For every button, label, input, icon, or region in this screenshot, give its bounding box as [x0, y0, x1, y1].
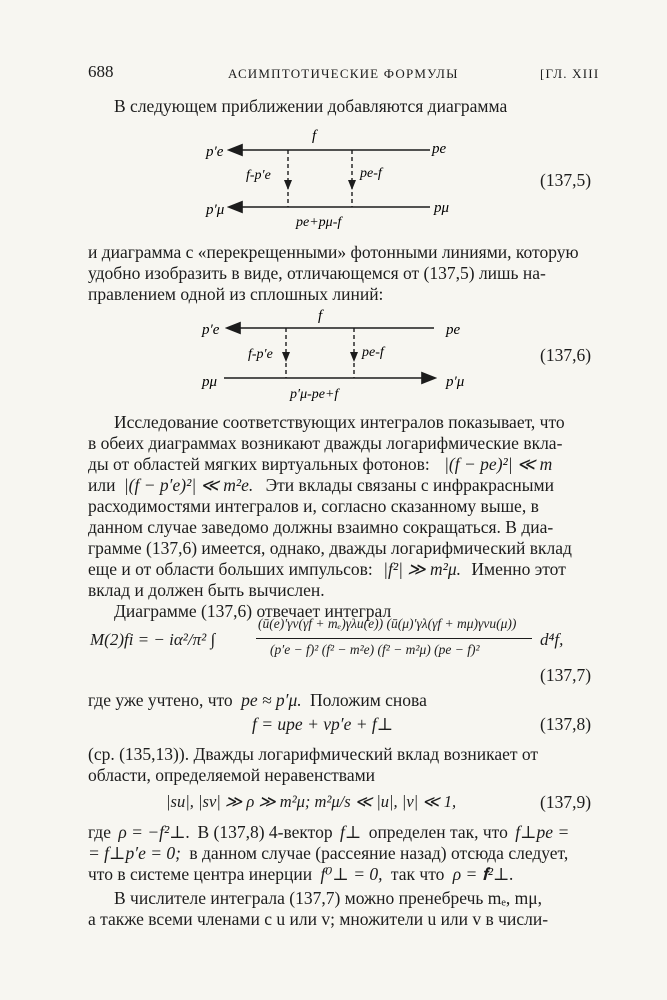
- text-fragment: Положим снова: [310, 690, 427, 710]
- paragraph-4: Диаграмме (137,6) отвечает интеграл: [114, 601, 392, 621]
- text-fragment: в данном случае (рассеяние назад) отсюда следует,: [189, 843, 569, 863]
- feynman-diagram-137-6: [198, 306, 488, 406]
- label-left-photon: f-p′e: [246, 168, 271, 183]
- label-p-e: pe: [446, 322, 461, 338]
- arrow-left-photon: [284, 180, 292, 190]
- paragraph-7-line-3: [88, 864, 514, 885]
- label-f: f: [318, 308, 323, 324]
- paragraph-8-line-2: а также всеми членами с u или v; множители u или v в числи-: [88, 909, 549, 929]
- equation-137-9: |su|, |sv| ≫ ρ ≫ m²μ; m²μ/s ≪ |u|, |v| ≪ 1,: [166, 792, 457, 811]
- paragraph-3-line-1: Исследование соответствующих интегралов показывает, что: [114, 412, 565, 432]
- equation-number-137-9: (137,9): [540, 792, 592, 812]
- paragraph-2-line-2: удобно изобразить в виде, отличающемся от (137,5) лишь на-: [88, 263, 546, 283]
- equation-137-7-denominator: (p′e − f)² (f² − m²e) (f² − m²μ) (pe − f)²: [270, 642, 480, 657]
- arrow-right-photon: [350, 352, 358, 362]
- paragraph-2-line-3: правлением одной из сплошных линий:: [88, 284, 384, 304]
- text-fragment: что в системе центра инерции: [88, 864, 313, 884]
- text-fragment: или: [88, 475, 116, 495]
- text-fragment: где: [88, 822, 111, 842]
- label-left-photon: f-p′e: [248, 347, 273, 362]
- paragraph-8-line-1: В числителе интеграла (137,7) можно пренебречь mₑ, mμ,: [114, 888, 542, 908]
- fraction-bar: [256, 638, 532, 639]
- running-title: АСИМПТОТИЧЕСКИЕ ФОРМУЛЫ: [228, 66, 459, 81]
- paragraph-3-line-4: [88, 475, 554, 496]
- inline-formula-momentum-approx: pe ≈ p′μ.: [241, 690, 302, 710]
- label-p-mu-prime: p′μ: [446, 374, 465, 390]
- label-bottom-mid: p′μ-pe+f: [290, 387, 339, 402]
- text-fragment: еще и от области больших импульсов:: [88, 559, 373, 579]
- text-fragment: В (137,8) 4-вектор: [197, 822, 333, 842]
- label-p-mu: pμ: [202, 374, 218, 390]
- paragraph-5: [88, 690, 427, 711]
- inline-formula-large-momentum: |f²| ≫ m²μ.: [383, 559, 462, 579]
- paragraph-6-line-2: области, определяемой неравенствами: [88, 765, 376, 785]
- text-fragment: где уже учтено, что: [88, 690, 233, 710]
- chapter-label: [ГЛ. XIII: [540, 66, 600, 81]
- inline-formula-orthogonality-2: = f⊥p′e = 0;: [88, 843, 181, 863]
- inline-formula-rho: ρ = −f²⊥.: [118, 822, 191, 842]
- paragraph-7-line-1: [88, 822, 569, 843]
- equation-137-7-numerator: (ū(e)′γν(γf + mₑ)γλu(e)) (ū(μ)′γλ(γf + mμ)γνu(μ)): [258, 616, 517, 631]
- paragraph-3-line-5: расходимостями интегралов и, согласно сказанному выше, в: [88, 496, 539, 516]
- paragraph-3-line-7: грамме (137,6) имеется, однако, дважды логарифмический вклад: [88, 538, 572, 558]
- equation-number-137-5: (137,5): [540, 170, 592, 190]
- label-p-e-prime: p′e: [206, 144, 224, 160]
- label-right-photon: pe-f: [360, 166, 382, 181]
- text-fragment: Именно этот: [471, 559, 566, 579]
- inline-formula-orthogonality: f⊥pe =: [515, 822, 570, 842]
- inline-formula-rho-3d: ρ = 𝐟²⊥.: [452, 864, 514, 884]
- equation-number-137-6: (137,6): [540, 345, 592, 365]
- paragraph-7-line-2: [88, 843, 568, 864]
- equation-137-7-lhs: M(2)fi = − iα²/π² ∫: [90, 630, 216, 649]
- paragraph-3-line-3: [88, 454, 552, 475]
- equation-137-8: f = upe + vp′e + f⊥: [252, 714, 394, 734]
- label-right-photon: pe-f: [362, 345, 384, 360]
- equation-number-137-8: (137,8): [540, 714, 592, 734]
- inline-formula-soft-photon-2: |(f − p′e)²| ≪ m²e.: [123, 475, 254, 495]
- paragraph-3-line-8: [88, 559, 566, 580]
- page-number: 688: [88, 62, 114, 81]
- arrow-right-photon: [348, 180, 356, 190]
- label-p-mu-prime: p′μ: [206, 202, 225, 218]
- text-fragment: так что: [390, 864, 445, 884]
- paragraph-3-line-2: в обеих диаграммах возникают дважды логарифмические вкла-: [88, 433, 563, 453]
- label-bottom-mid: pe+pμ-f: [296, 215, 342, 230]
- label-f: f: [312, 128, 317, 144]
- text-fragment: Эти вклады связаны с инфракрасными: [265, 475, 554, 495]
- label-p-mu: pμ: [434, 200, 450, 216]
- paragraph-3-line-9: вклад и должен быть вычислен.: [88, 580, 325, 600]
- paragraph-6-line-1: (ср. (135,13)). Дважды логарифмический вклад возникает от: [88, 744, 539, 764]
- label-p-e-prime: p′e: [202, 322, 220, 338]
- feynman-diagram-137-5: [200, 122, 480, 230]
- text-fragment: определен так, что: [368, 822, 508, 842]
- arrow-left-photon: [282, 352, 290, 362]
- paragraph-3-line-6: данном случае заведомо должны взаимно сокращаться. В диа-: [88, 517, 554, 537]
- inline-formula-f-perp: f⊥: [339, 822, 362, 842]
- equation-137-7-measure: d⁴f,: [540, 630, 564, 649]
- paragraph-2-line-1: и диаграмма с «перекрещенными» фотонными линиями, которую: [88, 242, 579, 262]
- inline-formula-time-component: f⁰⊥ = 0,: [320, 864, 383, 884]
- inline-formula-soft-photon: |(f − pe)²| ≪ m: [444, 454, 553, 474]
- label-p-e: pe: [432, 141, 447, 157]
- equation-number-137-7: (137,7): [540, 665, 592, 685]
- text-fragment: ды от областей мягких виртуальных фотонов:: [88, 454, 430, 474]
- paragraph-intro: В следующем приближении добавляются диаграмма: [114, 96, 508, 116]
